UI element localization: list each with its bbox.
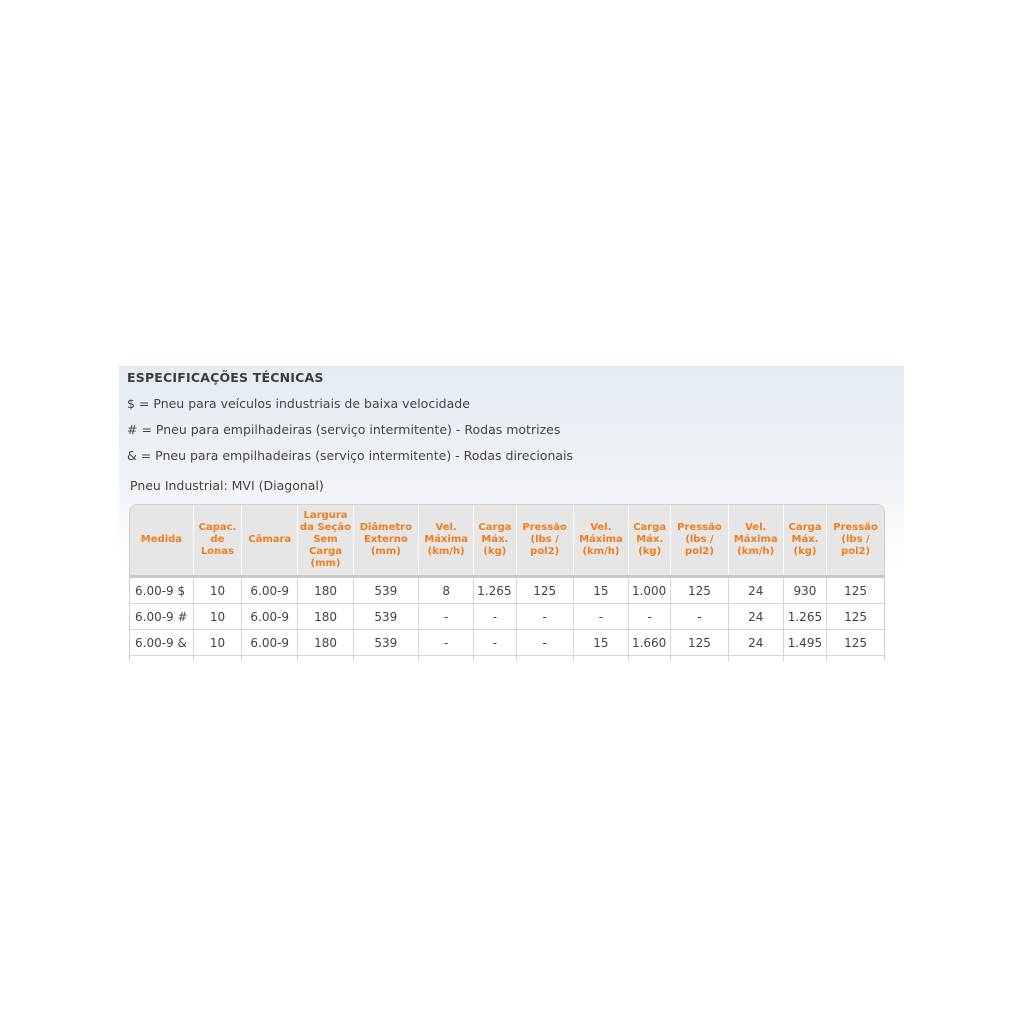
table-cell: 539 (353, 577, 418, 604)
header-vel-maxima: Vel. Máxima (km/h) (419, 505, 474, 577)
table-cell: 6.00-9 (242, 604, 298, 630)
table-cell: - (671, 604, 728, 630)
table-cell: 6.00-9 (242, 630, 298, 656)
table-cell: 125 (516, 577, 573, 604)
table-cell: 125 (827, 604, 884, 630)
table-cell (298, 656, 353, 662)
product-name: Pneu Industrial: MVI (Diagonal) (130, 478, 324, 493)
spec-table-container (129, 504, 885, 661)
table-cell (419, 656, 474, 662)
table-cell: 10 (193, 630, 241, 656)
legend-steer-wheels: & = Pneu para empilhadeiras (serviço intermitente) - Rodas direcionais (127, 448, 574, 463)
header-camara: Câmara (242, 505, 298, 577)
header-capac-lonas: Capac. de Lonas (193, 505, 241, 577)
table-cell: 6.00-9 (242, 577, 298, 604)
table-cell: 6.00-9 $ (130, 577, 193, 604)
header-pressao: Pressão (lbs / pol2) (516, 505, 573, 577)
table-cell: 6.00-9 # (130, 604, 193, 630)
header-carga-max: Carga Máx. (kg) (474, 505, 516, 577)
table-cell: - (474, 604, 516, 630)
table-cell: 930 (783, 577, 826, 604)
table-cell: - (516, 630, 573, 656)
table-cell (242, 656, 298, 662)
table-cell (728, 656, 783, 662)
table-cell: 125 (827, 630, 884, 656)
spec-table (130, 505, 884, 661)
table-cell: - (573, 604, 628, 630)
table-cell: 125 (671, 630, 728, 656)
header-vel-maxima: Vel. Máxima (km/h) (573, 505, 628, 577)
header-pressao: Pressão (lbs / pol2) (671, 505, 728, 577)
table-cell: 24 (728, 630, 783, 656)
table-cell: 125 (827, 577, 884, 604)
table-cell: 180 (298, 577, 353, 604)
table-cell (353, 656, 418, 662)
table-cell: 10 (193, 604, 241, 630)
table-cell: 125 (671, 577, 728, 604)
table-cell (629, 656, 671, 662)
table-cell: 24 (728, 604, 783, 630)
table-cell: - (419, 630, 474, 656)
table-header-row (130, 505, 884, 577)
table-cell: 1.495 (783, 630, 826, 656)
table-cell (193, 656, 241, 662)
table-cell: 24 (728, 577, 783, 604)
table-cell (827, 656, 884, 662)
header-medida: Medida (130, 505, 193, 577)
table-cell (671, 656, 728, 662)
legend-low-speed: $ = Pneu para veículos industriais de baixa velocidade (127, 396, 470, 411)
table-cell: 539 (353, 630, 418, 656)
table-cell: 15 (573, 577, 628, 604)
table-cell: 1.000 (629, 577, 671, 604)
table-cell: - (474, 630, 516, 656)
legend-drive-wheels: # = Pneu para empilhadeiras (serviço intermitente) - Rodas motrizes (127, 422, 561, 437)
table-cell: 180 (298, 604, 353, 630)
header-diametro-externo: Diâmetro Externo (mm) (353, 505, 418, 577)
table-row (130, 630, 884, 656)
header-carga-max: Carga Máx. (kg) (629, 505, 671, 577)
section-title: ESPECIFICAÇÕES TÉCNICAS (127, 370, 324, 385)
header-pressao: Pressão (lbs / pol2) (827, 505, 884, 577)
table-cell: 539 (353, 604, 418, 630)
header-carga-max: Carga Máx. (kg) (783, 505, 826, 577)
table-cell: - (629, 604, 671, 630)
table-cell: 1.660 (629, 630, 671, 656)
table-row (130, 604, 884, 630)
table-cell (130, 656, 193, 662)
table-cell: 1.265 (783, 604, 826, 630)
table-cell: 6.00-9 & (130, 630, 193, 656)
table-row (130, 577, 884, 604)
table-cell: - (419, 604, 474, 630)
table-row (130, 656, 884, 662)
table-cell: 10 (193, 577, 241, 604)
table-cell: - (516, 604, 573, 630)
table-cell: 1.265 (474, 577, 516, 604)
technical-specs-panel (119, 366, 904, 661)
header-largura-secao: Largura da Seção Sem Carga (mm) (298, 505, 353, 577)
header-vel-maxima: Vel. Máxima (km/h) (728, 505, 783, 577)
table-cell: 8 (419, 577, 474, 604)
table-cell: 180 (298, 630, 353, 656)
table-cell: 15 (573, 630, 628, 656)
table-cell (474, 656, 516, 662)
table-cell (573, 656, 628, 662)
table-cell (516, 656, 573, 662)
table-cell (783, 656, 826, 662)
